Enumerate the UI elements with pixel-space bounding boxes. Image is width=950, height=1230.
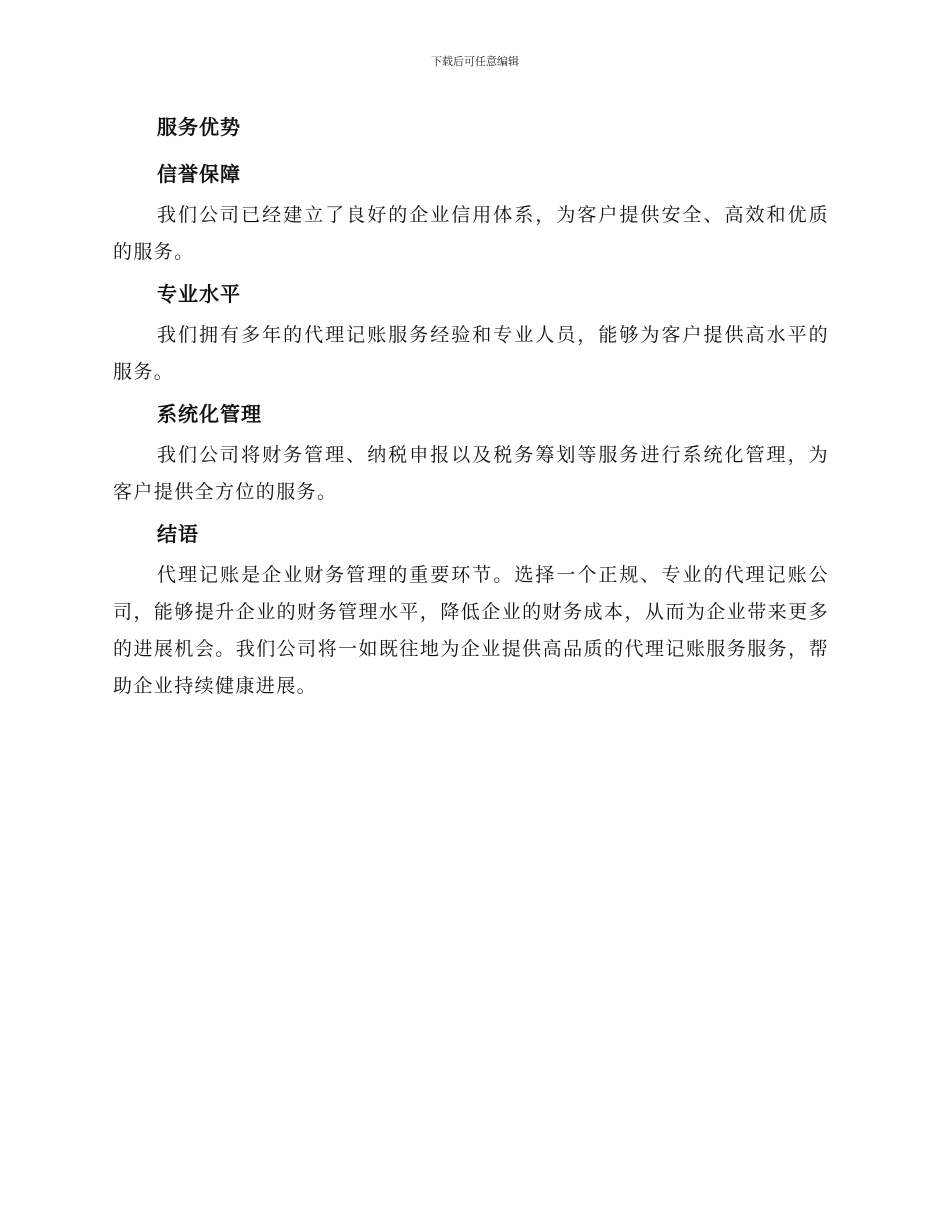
section-heading-conclusion: 结语 bbox=[157, 522, 199, 546]
document-body bbox=[113, 108, 829, 705]
page-header: 下载后可任意编辑 bbox=[431, 55, 519, 68]
paragraph-systematic-management: 我们公司将财务管理、纳税申报以及税务筹划等服务进行系统化管理，为客户提供全方位的服务。 bbox=[113, 444, 829, 503]
section-heading-service-advantages: 服务优势 bbox=[157, 115, 241, 139]
paragraph-conclusion: 代理记账是企业财务管理的重要环节。选择一个正规、专业的代理记账公司，能够提升企业的财务管理水平，降低企业的财务成本，从而为企业带来更多的进展机会。我们公司将一如既往地为企业提供高品质的代理记账服务服务，帮助企业持续健康进展。 bbox=[113, 564, 829, 697]
paragraph-credibility: 我们公司已经建立了良好的企业信用体系，为客户提供安全、高效和优质的服务。 bbox=[113, 204, 829, 263]
section-heading-credibility: 信誉保障 bbox=[157, 162, 241, 186]
section-heading-systematic-management: 系统化管理 bbox=[157, 402, 262, 426]
paragraph-expertise: 我们拥有多年的代理记账服务经验和专业人员，能够为客户提供高水平的服务。 bbox=[113, 324, 829, 383]
section-heading-expertise: 专业水平 bbox=[157, 282, 241, 306]
